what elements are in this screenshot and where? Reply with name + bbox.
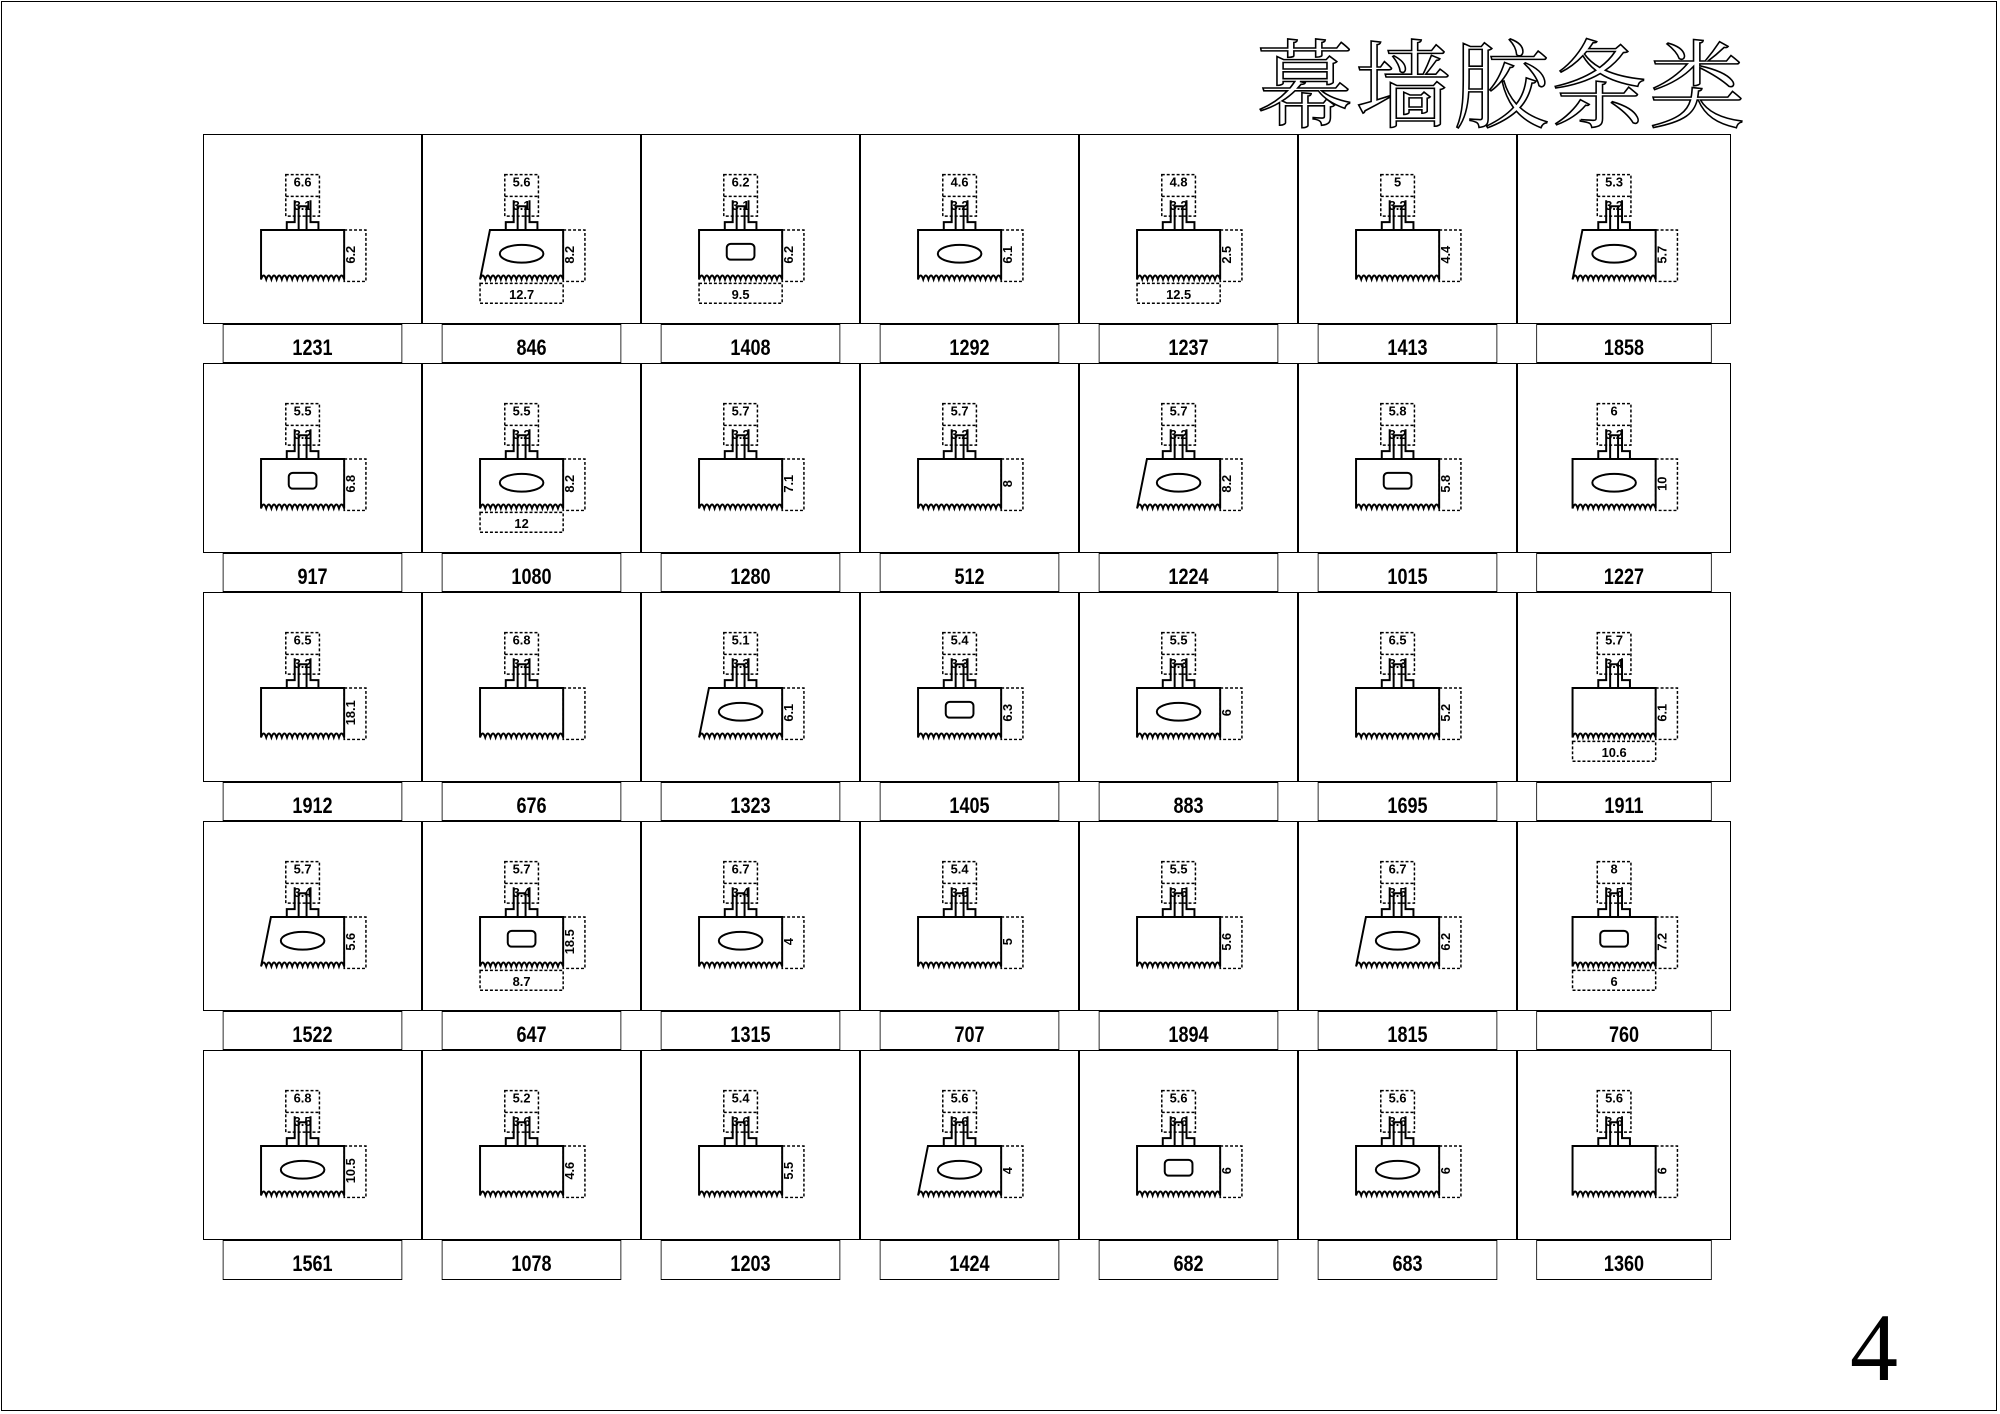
profile-code: 1280	[661, 553, 841, 592]
dimension-label: 8.7	[512, 974, 531, 990]
dimension-label: 6.1	[781, 703, 797, 722]
dimension-label: 3.2	[293, 656, 312, 672]
profile-drawing	[860, 821, 1079, 1011]
profile-drawing	[1298, 1050, 1517, 1240]
dimension-label: 3.3	[950, 656, 969, 672]
profile-cell	[1079, 134, 1298, 363]
profile-drawing	[1517, 821, 1731, 1011]
dimension-label: 5.6	[1169, 1090, 1188, 1106]
dimension-label: 3.6	[1169, 1114, 1188, 1130]
profile-code: 1815	[1318, 1011, 1498, 1050]
dimension-label: 9.5	[731, 287, 750, 303]
dimension-label: 3.6	[950, 1114, 969, 1130]
dimension-label: 10.5	[343, 1158, 359, 1184]
profile-section-icon	[1080, 593, 1297, 781]
profile-section-icon	[1299, 364, 1516, 552]
dimension-label: 3.4	[731, 885, 750, 901]
dimension-label: 3.3	[731, 656, 750, 672]
profile-section-icon	[1080, 1051, 1297, 1239]
profile-cell	[1298, 134, 1517, 363]
profile-cell	[203, 821, 422, 1050]
profile-drawing	[1517, 1050, 1731, 1240]
profile-grid	[203, 134, 1731, 1280]
profile-cell	[1517, 592, 1731, 821]
dimension-label: 4.6	[562, 1161, 578, 1180]
profile-cell	[422, 821, 641, 1050]
profile-drawing	[1079, 1050, 1298, 1240]
dimension-label: 7.1	[781, 474, 797, 493]
profile-code: 1695	[1318, 782, 1498, 821]
profile-code: 676	[442, 782, 622, 821]
profile-section-icon	[1518, 364, 1730, 552]
dimension-label: 3.3	[1388, 656, 1407, 672]
profile-code: 1224	[1099, 553, 1279, 592]
profile-drawing	[203, 821, 422, 1011]
dimension-label: 6.2	[1438, 932, 1454, 951]
dimension-label: 6.2	[781, 245, 797, 264]
dimension-label: 3.6	[512, 1114, 531, 1130]
profile-code: 1323	[661, 782, 841, 821]
dimension-label: 5.5	[781, 1161, 797, 1180]
profile-drawing	[422, 134, 641, 324]
dimension-label: 6.8	[343, 474, 359, 493]
profile-drawing	[641, 1050, 860, 1240]
profile-drawing	[860, 592, 1079, 782]
dimension-label: 5.2	[512, 1090, 531, 1106]
profile-drawing	[641, 821, 860, 1011]
dimension-label: 5.6	[1219, 932, 1235, 951]
dimension-label: 6.3	[1000, 703, 1016, 722]
dimension-label: 5.6	[343, 932, 359, 951]
profile-cell	[1517, 1050, 1731, 1280]
dimension-label: 3.1	[512, 198, 531, 214]
dimension-label: 3.2	[1605, 427, 1624, 443]
profile-section-icon	[861, 135, 1078, 323]
profile-cell	[1298, 592, 1517, 821]
profile-drawing	[860, 134, 1079, 324]
profile-code: 1408	[661, 324, 841, 363]
dimension-label: 3.5	[1605, 885, 1624, 901]
profile-cell	[1298, 821, 1517, 1050]
page-number: 4	[1850, 1294, 1898, 1401]
dimension-label: 3.6	[1605, 1114, 1624, 1130]
dimension-label: 8.2	[562, 245, 578, 264]
profile-code: 760	[1536, 1011, 1711, 1050]
profile-drawing	[203, 363, 422, 553]
profile-code: 846	[442, 324, 622, 363]
dimension-label: 12.5	[1166, 287, 1192, 303]
dimension-label: 8.2	[1219, 474, 1235, 493]
dimension-label: 7.2	[1654, 932, 1670, 951]
dimension-label: 6	[1654, 1167, 1670, 1175]
profile-code: 1413	[1318, 324, 1498, 363]
dimension-label: 8.2	[562, 474, 578, 493]
profile-code: 1080	[442, 553, 622, 592]
dimension-label: 5.7	[731, 403, 750, 419]
profile-code: 1911	[1536, 782, 1711, 821]
dimension-label: 6.2	[343, 245, 359, 264]
dimension-label: 3.4	[512, 885, 531, 901]
profile-section-icon	[204, 135, 421, 323]
profile-code: 1912	[223, 782, 403, 821]
profile-section-icon	[1518, 822, 1730, 1010]
dimension-label: 4	[781, 938, 797, 946]
dimension-label: 5.7	[1169, 403, 1188, 419]
profile-cell	[1298, 363, 1517, 592]
dimension-label: 5.5	[1169, 632, 1188, 648]
profile-cell	[641, 134, 860, 363]
dimension-label: 6.2	[731, 174, 750, 190]
dimension-label: 3.6	[731, 1114, 750, 1130]
profile-drawing	[1298, 363, 1517, 553]
dimension-label: 5.3	[1605, 174, 1624, 190]
profile-section-icon	[642, 1051, 859, 1239]
dimension-label: 4	[1000, 1167, 1016, 1175]
dimension-label: 3.2	[1388, 198, 1407, 214]
profile-section-icon	[861, 364, 1078, 552]
profile-code: 1015	[1318, 553, 1498, 592]
profile-cell	[1517, 821, 1731, 1050]
profile-section-icon	[423, 822, 640, 1010]
profile-code: 683	[1318, 1240, 1498, 1280]
profile-cell	[422, 363, 641, 592]
dimension-label: 12.7	[509, 287, 535, 303]
dimension-label: 3.2	[950, 198, 969, 214]
profile-code: 707	[880, 1011, 1060, 1050]
dimension-label: 5.4	[731, 1090, 750, 1106]
profile-code: 1227	[1536, 553, 1711, 592]
profile-section-icon	[204, 364, 421, 552]
profile-cell	[860, 592, 1079, 821]
profile-section-icon	[861, 822, 1078, 1010]
dimension-label: 3.2	[1169, 198, 1188, 214]
profile-drawing	[1517, 592, 1731, 782]
profile-section-icon	[204, 593, 421, 781]
dimension-label: 3.2	[1605, 198, 1624, 214]
profile-section-icon	[642, 822, 859, 1010]
profile-cell	[1079, 363, 1298, 592]
dimension-label: 6	[1438, 1167, 1454, 1175]
profile-section-icon	[642, 364, 859, 552]
profile-cell	[641, 821, 860, 1050]
dimension-label: 10	[1654, 476, 1670, 491]
profile-section-icon	[423, 364, 640, 552]
profile-cell	[422, 592, 641, 821]
dimension-label: 4.6	[950, 174, 969, 190]
dimension-label: 5.4	[950, 861, 969, 877]
dimension-label: 5.7	[950, 403, 969, 419]
dimension-label: 5.6	[1388, 1090, 1407, 1106]
profile-code: 883	[1099, 782, 1279, 821]
dimension-label: 6.1	[1000, 245, 1016, 264]
dimension-label: 5.4	[950, 632, 969, 648]
dimension-label: 3.2	[1388, 427, 1407, 443]
profile-cell	[203, 592, 422, 821]
profile-code: 512	[880, 553, 1060, 592]
dimension-label: 5.8	[1388, 403, 1407, 419]
dimension-label: 6.7	[731, 861, 750, 877]
dimension-label: 6	[1610, 974, 1618, 990]
profile-code: 1315	[661, 1011, 841, 1050]
profile-section-icon	[423, 1051, 640, 1239]
profile-drawing	[1517, 134, 1731, 324]
profile-code: 917	[223, 553, 403, 592]
profile-cell	[422, 1050, 641, 1280]
dimension-label: 6.5	[293, 632, 312, 648]
dimension-label: 18.1	[343, 700, 359, 726]
profile-section-icon	[1518, 135, 1730, 323]
dimension-label: 3.2	[293, 427, 312, 443]
profile-cell	[203, 363, 422, 592]
page-title: 幕墙胶条类	[1257, 31, 1747, 143]
dimension-label: 6.7	[1388, 861, 1407, 877]
dimension-label: 5.5	[512, 403, 531, 419]
dimension-label: 3.4	[293, 885, 312, 901]
profile-section-icon	[1518, 1051, 1730, 1239]
profile-section-icon	[1080, 135, 1297, 323]
dimension-label: 5.7	[512, 861, 531, 877]
profile-drawing	[203, 1050, 422, 1240]
profile-code: 1078	[442, 1240, 622, 1280]
profile-code: 1561	[223, 1240, 403, 1280]
dimension-label: 8	[1000, 480, 1016, 488]
profile-cell	[641, 592, 860, 821]
profile-cell	[641, 1050, 860, 1280]
profile-drawing	[422, 1050, 641, 1240]
profile-code: 1858	[1536, 324, 1711, 363]
profile-cell	[1517, 363, 1731, 592]
dimension-label: 8	[1610, 861, 1618, 877]
dimension-label: 5.5	[1169, 861, 1188, 877]
dimension-label: 3.5	[293, 1114, 312, 1130]
dimension-label: 3.3	[1169, 656, 1188, 672]
dimension-label: 5.6	[512, 174, 531, 190]
dimension-label: 3.5	[1388, 885, 1407, 901]
profile-cell	[422, 134, 641, 363]
profile-section-icon	[423, 593, 640, 781]
profile-section-icon	[861, 1051, 1078, 1239]
dimension-label: 5.5	[293, 403, 312, 419]
profile-section-icon	[1080, 822, 1297, 1010]
profile-cell	[1517, 134, 1731, 363]
profile-cell	[641, 363, 860, 592]
dimension-label: 4.8	[1169, 174, 1188, 190]
dimension-label: 6	[1219, 709, 1235, 717]
profile-drawing	[1517, 363, 1731, 553]
dimension-label: 5.7	[1605, 632, 1624, 648]
dimension-label: 10.6	[1601, 745, 1627, 761]
profile-code: 1292	[880, 324, 1060, 363]
dimension-label: 3.5	[950, 885, 969, 901]
profile-drawing	[641, 134, 860, 324]
profile-section-icon	[1518, 593, 1730, 781]
dimension-label: 6.8	[512, 632, 531, 648]
dimension-label: 3.2	[512, 656, 531, 672]
profile-section-icon	[1299, 1051, 1516, 1239]
dimension-label: 5.7	[1654, 245, 1670, 264]
profile-drawing	[203, 134, 422, 324]
dimension-label: 5.6	[950, 1090, 969, 1106]
dimension-label: 6	[1219, 1167, 1235, 1175]
dimension-label: 6.8	[293, 1090, 312, 1106]
profile-drawing	[422, 821, 641, 1011]
dimension-label: 5.2	[1438, 703, 1454, 722]
profile-code: 647	[442, 1011, 622, 1050]
profile-code: 1237	[1099, 324, 1279, 363]
profile-section-icon	[204, 822, 421, 1010]
profile-code: 1424	[880, 1240, 1060, 1280]
profile-section-icon	[861, 593, 1078, 781]
dimension-label: 18.5	[562, 929, 578, 955]
profile-cell	[203, 1050, 422, 1280]
dimension-label: 3.2	[1169, 427, 1188, 443]
dimension-label: 5	[1000, 938, 1016, 946]
profile-section-icon	[423, 135, 640, 323]
profile-drawing	[641, 592, 860, 782]
profile-code: 1894	[1099, 1011, 1279, 1050]
profile-section-icon	[1080, 364, 1297, 552]
profile-section-icon	[204, 1051, 421, 1239]
profile-cell	[1298, 1050, 1517, 1280]
dimension-label: 4.4	[1438, 245, 1454, 264]
profile-drawing	[641, 363, 860, 553]
dimension-label: 3.2	[950, 427, 969, 443]
profile-cell	[860, 821, 1079, 1050]
dimension-label: 6.5	[1388, 632, 1407, 648]
profile-code: 682	[1099, 1240, 1279, 1280]
profile-cell	[860, 1050, 1079, 1280]
profile-cell	[1079, 592, 1298, 821]
profile-drawing	[1298, 821, 1517, 1011]
profile-drawing	[860, 1050, 1079, 1240]
dimension-label: 2.5	[1219, 245, 1235, 264]
profile-section-icon	[1299, 135, 1516, 323]
profile-drawing	[1298, 592, 1517, 782]
dimension-label: 12	[514, 516, 529, 532]
profile-drawing	[422, 592, 641, 782]
dimension-label: 6.1	[1654, 703, 1670, 722]
profile-cell	[860, 363, 1079, 592]
dimension-label: 6.6	[293, 174, 312, 190]
dimension-label: 5	[1394, 174, 1402, 190]
dimension-label: 3.1	[293, 198, 312, 214]
profile-drawing	[1079, 134, 1298, 324]
dimension-label: 3.2	[731, 427, 750, 443]
dimension-label: 5.6	[1605, 1090, 1624, 1106]
dimension-label: 3.1	[731, 198, 750, 214]
profile-drawing	[203, 592, 422, 782]
profile-code: 1231	[223, 324, 403, 363]
profile-code: 1360	[1536, 1240, 1711, 1280]
profile-code: 1405	[880, 782, 1060, 821]
profile-drawing	[422, 363, 641, 553]
profile-section-icon	[642, 135, 859, 323]
profile-cell	[1079, 1050, 1298, 1280]
dimension-label: 3.4	[1605, 656, 1624, 672]
profile-cell	[860, 134, 1079, 363]
dimension-label: 6	[1610, 403, 1618, 419]
dimension-label: 3.2	[512, 427, 531, 443]
profile-code: 1522	[223, 1011, 403, 1050]
dimension-label: 5.7	[293, 861, 312, 877]
profile-section-icon	[1299, 593, 1516, 781]
profile-section-icon	[642, 593, 859, 781]
profile-drawing	[1079, 592, 1298, 782]
dimension-label: 5.8	[1438, 474, 1454, 493]
dimension-label: 3.5	[1169, 885, 1188, 901]
dimension-label: 5.1	[731, 632, 750, 648]
profile-cell	[1079, 821, 1298, 1050]
profile-drawing	[860, 363, 1079, 553]
profile-drawing	[1298, 134, 1517, 324]
dimension-label: 3.6	[1388, 1114, 1407, 1130]
profile-drawing	[1079, 363, 1298, 553]
profile-code: 1203	[661, 1240, 841, 1280]
profile-cell	[203, 134, 422, 363]
profile-drawing	[1079, 821, 1298, 1011]
profile-section-icon	[1299, 822, 1516, 1010]
